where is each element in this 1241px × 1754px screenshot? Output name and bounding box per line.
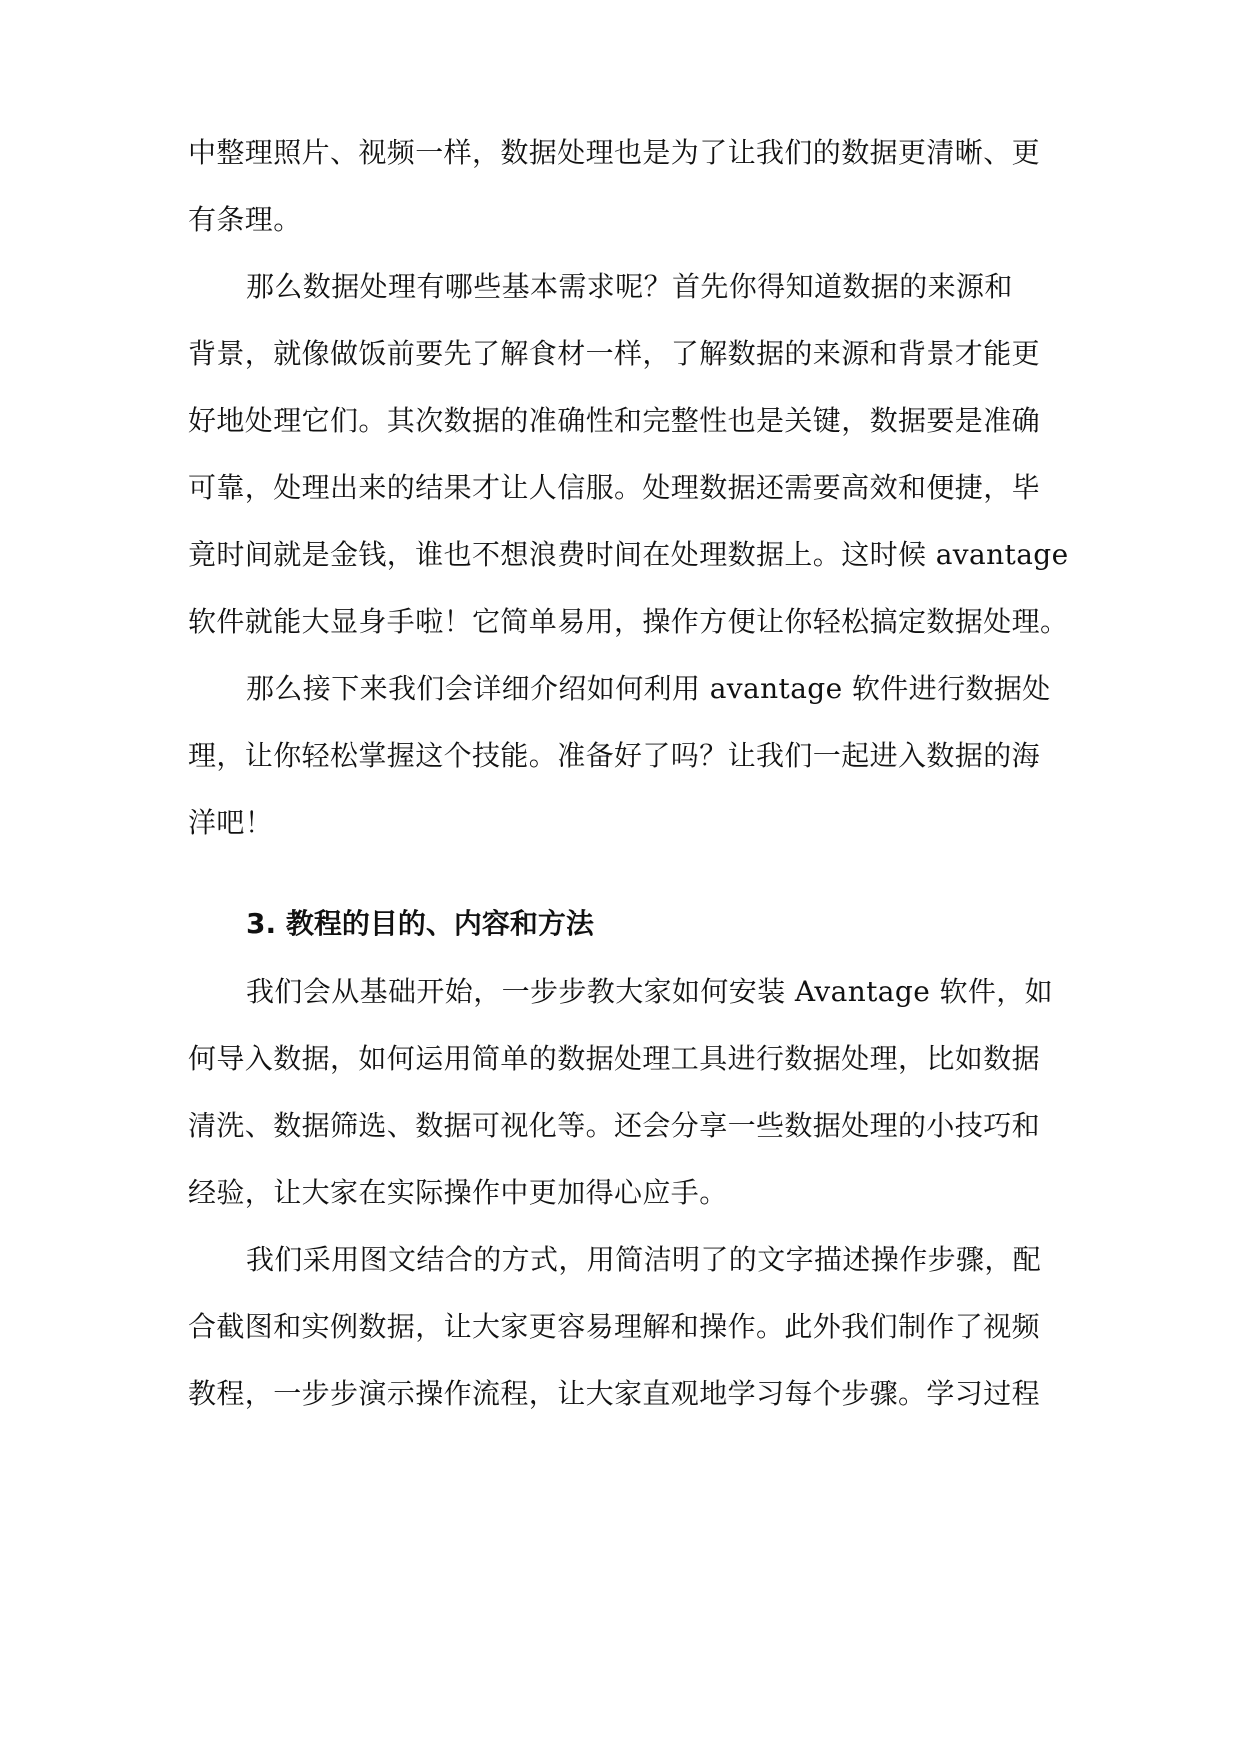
paragraph-line: 洋吧！	[188, 806, 274, 839]
paragraph-line: 合截图和实例数据，让大家更容易理解和操作。此外我们制作了视频	[188, 1310, 1041, 1343]
paragraph-line: 我们采用图文结合的方式，用简洁明了的文字描述操作步骤，配	[246, 1243, 1042, 1276]
paragraph-line: 那么接下来我们会详细介绍如何利用 avantage 软件进行数据处	[246, 672, 1051, 705]
paragraph-line: 何导入数据，如何运用简单的数据处理工具进行数据处理，比如数据	[188, 1042, 1041, 1075]
paragraph-line: 那么数据处理有哪些基本需求呢？首先你得知道数据的来源和	[246, 270, 1013, 303]
paragraph-line: 有条理。	[188, 203, 302, 236]
paragraph-line: 我们会从基础开始，一步步教大家如何安装 Avantage 软件，如	[246, 975, 1054, 1008]
paragraph-line: 竟时间就是金钱，谁也不想浪费时间在处理数据上。这时候 avantage	[188, 538, 1069, 571]
paragraph-line: 经验，让大家在实际操作中更加得心应手。	[188, 1176, 728, 1209]
section-heading: 3. 教程的目的、内容和方法	[246, 907, 594, 940]
paragraph-line: 理，让你轻松掌握这个技能。准备好了吗？让我们一起进入数据的海	[188, 739, 1041, 772]
paragraph-line: 中整理照片、视频一样，数据处理也是为了让我们的数据更清晰、更	[188, 136, 1041, 169]
paragraph-line: 教程，一步步演示操作流程，让大家直观地学习每个步骤。学习过程	[188, 1377, 1041, 1410]
paragraph-line: 好地处理它们。其次数据的准确性和完整性也是关键，数据要是准确	[188, 404, 1041, 437]
paragraph-line: 软件就能大显身手啦！它简单易用，操作方便让你轻松搞定数据处理。	[188, 605, 1069, 638]
paragraph-line: 背景，就像做饭前要先了解食材一样，了解数据的来源和背景才能更	[188, 337, 1041, 370]
paragraph-line: 清洗、数据筛选、数据可视化等。还会分享一些数据处理的小技巧和	[188, 1109, 1041, 1142]
paragraph-line: 可靠，处理出来的结果才让人信服。处理数据还需要高效和便捷，毕	[188, 471, 1041, 504]
